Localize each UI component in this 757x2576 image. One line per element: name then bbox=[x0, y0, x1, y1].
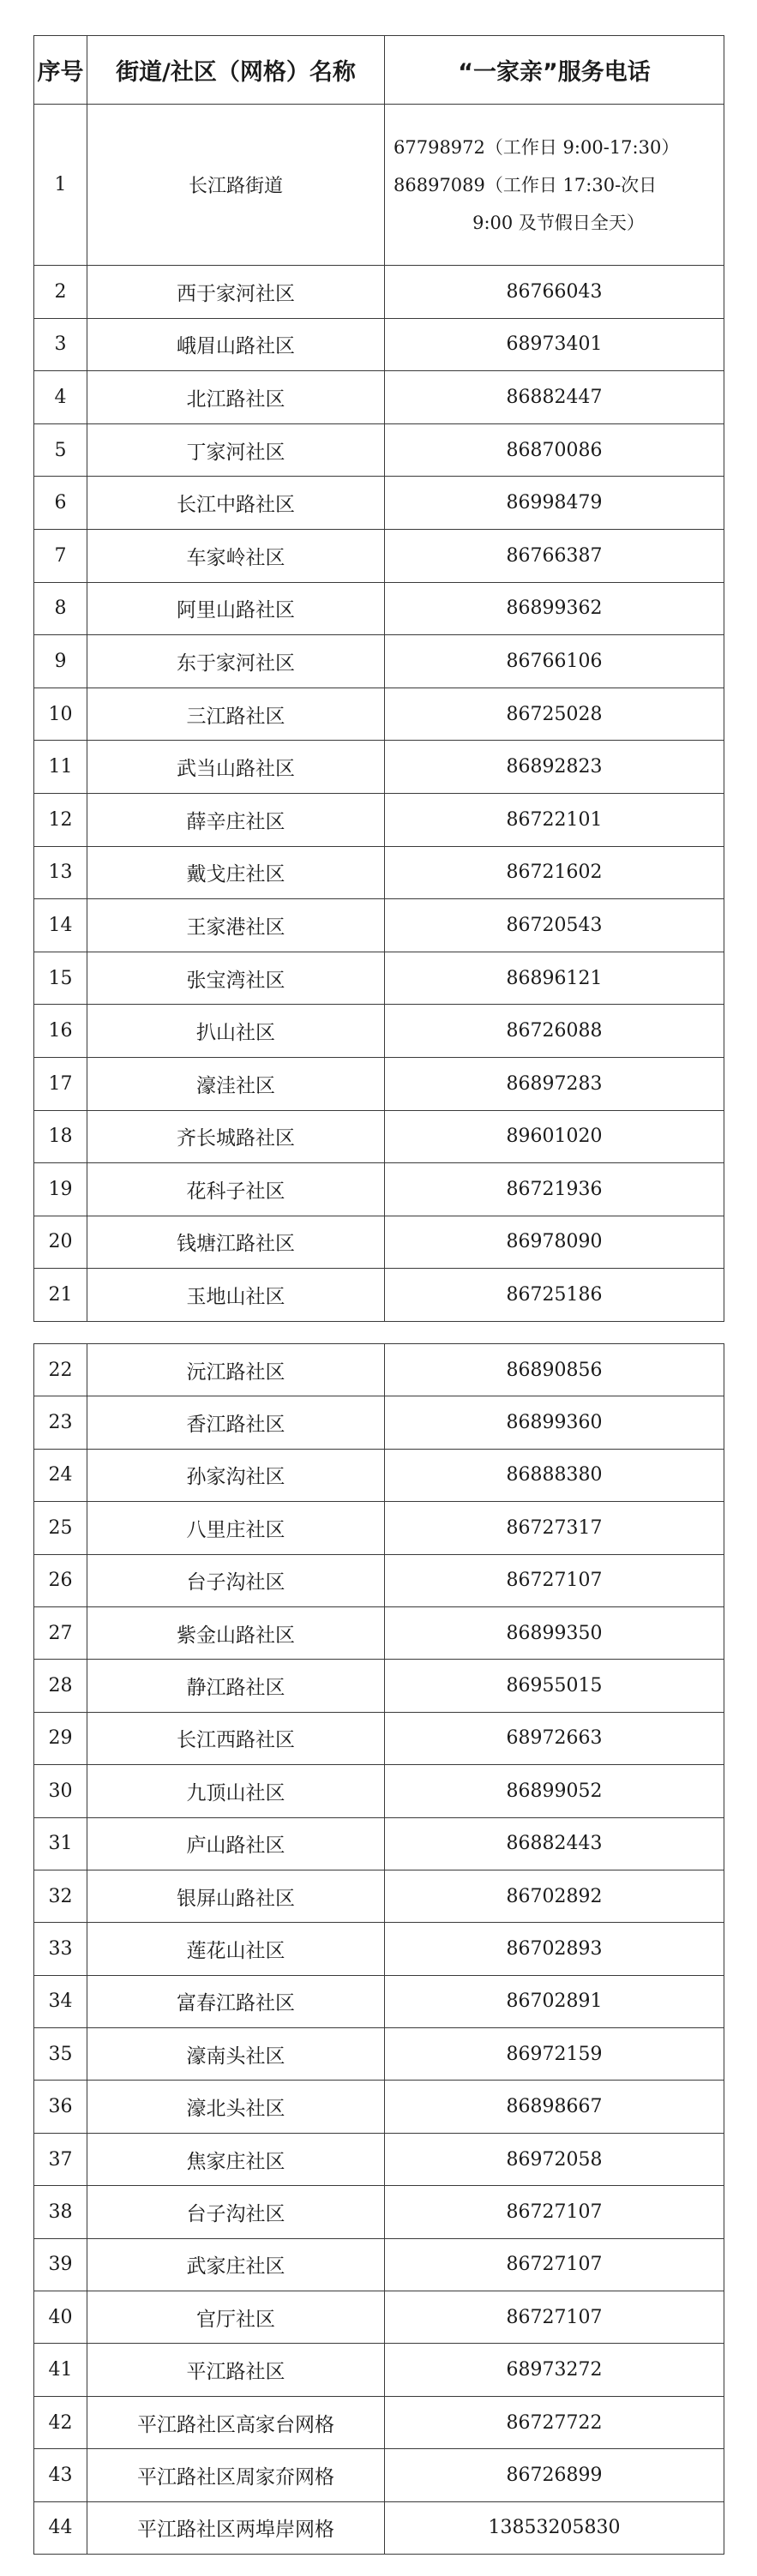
row-no: 36 bbox=[34, 2081, 87, 2133]
row-no: 14 bbox=[34, 899, 87, 952]
row-phone: 86972058 bbox=[385, 2133, 724, 2185]
table-row bbox=[34, 1344, 724, 1396]
row-phone: 86899360 bbox=[385, 1396, 724, 1449]
row-phone: 68972663 bbox=[385, 1712, 724, 1764]
row-name: 平江路社区周家夼网格 bbox=[87, 2449, 385, 2501]
header-name: 街道/社区（网格）名称 bbox=[87, 36, 385, 105]
table-row bbox=[34, 1502, 724, 1554]
row-phone: 86725028 bbox=[385, 688, 724, 741]
table-row bbox=[34, 1110, 724, 1163]
row-phone: 86766106 bbox=[385, 635, 724, 688]
row-name: 花科子社区 bbox=[87, 1163, 385, 1216]
table-row bbox=[34, 529, 724, 582]
row-no: 5 bbox=[34, 423, 87, 477]
row-no: 2 bbox=[34, 266, 87, 319]
row-name: 濠北头社区 bbox=[87, 2081, 385, 2133]
header-no: 序号 bbox=[34, 36, 87, 105]
row-no: 35 bbox=[34, 2028, 87, 2081]
row-name: 扒山社区 bbox=[87, 1005, 385, 1058]
header-phone: “一家亲”服务电话 bbox=[385, 36, 724, 105]
phone-table-part2 bbox=[33, 1343, 724, 2555]
row-name: 九顶山社区 bbox=[87, 1765, 385, 1817]
row-phone: 86727317 bbox=[385, 1502, 724, 1554]
table-row bbox=[34, 793, 724, 846]
row-phone: 68973272 bbox=[385, 2344, 724, 2396]
street-name: 长江路街道 bbox=[87, 105, 385, 266]
table-row bbox=[34, 2396, 724, 2448]
row-no: 18 bbox=[34, 1110, 87, 1163]
row-no: 7 bbox=[34, 529, 87, 582]
row-no: 34 bbox=[34, 1975, 87, 2027]
row-no: 17 bbox=[34, 1057, 87, 1110]
row-no: 13 bbox=[34, 846, 87, 899]
table-row bbox=[34, 1660, 724, 1712]
row-no: 38 bbox=[34, 2186, 87, 2238]
table-row bbox=[34, 1163, 724, 1216]
row-name: 玉地山社区 bbox=[87, 1269, 385, 1322]
table-row bbox=[34, 1057, 724, 1110]
table-row bbox=[34, 2501, 724, 2554]
row-name: 张宝湾社区 bbox=[87, 952, 385, 1005]
row-phone: 86727722 bbox=[385, 2396, 724, 2448]
row-name: 三江路社区 bbox=[87, 688, 385, 741]
row-no: 15 bbox=[34, 952, 87, 1005]
table-row bbox=[34, 318, 724, 371]
row-no: 28 bbox=[34, 1660, 87, 1712]
row-no: 11 bbox=[34, 741, 87, 794]
row-name: 长江西路社区 bbox=[87, 1712, 385, 1764]
row-phone: 86898667 bbox=[385, 2081, 724, 2133]
row-name: 平江路社区两埠岸网格 bbox=[87, 2501, 385, 2554]
row-no: 21 bbox=[34, 1269, 87, 1322]
row-no: 39 bbox=[34, 2238, 87, 2291]
row-name: 平江路社区高家台网格 bbox=[87, 2396, 385, 2448]
row-no: 29 bbox=[34, 1712, 87, 1764]
row-phone: 86726899 bbox=[385, 2449, 724, 2501]
row-name: 庐山路社区 bbox=[87, 1817, 385, 1870]
table-row bbox=[34, 2344, 724, 2396]
row-phone: 86998479 bbox=[385, 477, 724, 530]
table-row bbox=[34, 371, 724, 424]
row-no: 4 bbox=[34, 371, 87, 424]
row-name: 银屏山路社区 bbox=[87, 1870, 385, 1922]
row-name: 武当山路社区 bbox=[87, 741, 385, 794]
row-no: 12 bbox=[34, 793, 87, 846]
row-phone: 86727107 bbox=[385, 1554, 724, 1606]
table-row bbox=[34, 1606, 724, 1659]
row-name: 峨眉山路社区 bbox=[87, 318, 385, 371]
row-phone: 86955015 bbox=[385, 1660, 724, 1712]
row-phone: 86721602 bbox=[385, 846, 724, 899]
row-no: 30 bbox=[34, 1765, 87, 1817]
table-row bbox=[34, 846, 724, 899]
row-phone: 86727107 bbox=[385, 2186, 724, 2238]
row-name: 西于家河社区 bbox=[87, 266, 385, 319]
row-no: 24 bbox=[34, 1449, 87, 1501]
table-row bbox=[34, 1923, 724, 1975]
table-row bbox=[34, 477, 724, 530]
row-name: 紫金山路社区 bbox=[87, 1606, 385, 1659]
row-phone: 86899350 bbox=[385, 1606, 724, 1659]
row-name: 台子沟社区 bbox=[87, 2186, 385, 2238]
table-row bbox=[34, 1005, 724, 1058]
row-name: 濠南头社区 bbox=[87, 2028, 385, 2081]
row-phone: 86899362 bbox=[385, 582, 724, 635]
row-phone: 86727107 bbox=[385, 2238, 724, 2291]
table-row bbox=[34, 1712, 724, 1764]
row-name: 濠洼社区 bbox=[87, 1057, 385, 1110]
row-name: 八里庄社区 bbox=[87, 1502, 385, 1554]
row-phone: 86702892 bbox=[385, 1870, 724, 1922]
row-no: 23 bbox=[34, 1396, 87, 1449]
row-phone: 86726088 bbox=[385, 1005, 724, 1058]
row-no: 19 bbox=[34, 1163, 87, 1216]
street-phone-line2: 86897089（工作日 17:30-次日 bbox=[394, 174, 658, 195]
row-phone: 86720543 bbox=[385, 899, 724, 952]
table-row bbox=[34, 423, 724, 477]
row-name: 富春江路社区 bbox=[87, 1975, 385, 2027]
table-row bbox=[34, 1269, 724, 1322]
row-no: 9 bbox=[34, 635, 87, 688]
row-name: 长江中路社区 bbox=[87, 477, 385, 530]
row-name: 沅江路社区 bbox=[87, 1344, 385, 1396]
row-phone: 86870086 bbox=[385, 423, 724, 477]
row-no: 43 bbox=[34, 2449, 87, 2501]
table-row bbox=[34, 266, 724, 319]
row-no: 1 bbox=[34, 105, 87, 266]
row-no: 26 bbox=[34, 1554, 87, 1606]
row-phone: 86766043 bbox=[385, 266, 724, 319]
row-no: 40 bbox=[34, 2291, 87, 2344]
row-phone: 86727107 bbox=[385, 2291, 724, 2344]
row-no: 10 bbox=[34, 688, 87, 741]
row-name: 齐长城路社区 bbox=[87, 1110, 385, 1163]
table-row bbox=[34, 635, 724, 688]
row-phone: 13853205830 bbox=[385, 2501, 724, 2554]
row-phone: 86722101 bbox=[385, 793, 724, 846]
row-name: 阿里山路社区 bbox=[87, 582, 385, 635]
table-row bbox=[34, 2449, 724, 2501]
row-phone: 86978090 bbox=[385, 1216, 724, 1269]
row-phone: 86897283 bbox=[385, 1057, 724, 1110]
row-no: 20 bbox=[34, 1216, 87, 1269]
row-no: 8 bbox=[34, 582, 87, 635]
row-name: 北江路社区 bbox=[87, 371, 385, 424]
row-name: 平江路社区 bbox=[87, 2344, 385, 2396]
row-name: 香江路社区 bbox=[87, 1396, 385, 1449]
row-name: 焦家庄社区 bbox=[87, 2133, 385, 2185]
table-row bbox=[34, 1396, 724, 1449]
table-header-row bbox=[34, 36, 724, 105]
row-no: 41 bbox=[34, 2344, 87, 2396]
row-no: 31 bbox=[34, 1817, 87, 1870]
row-phone: 86896121 bbox=[385, 952, 724, 1005]
row-name: 静江路社区 bbox=[87, 1660, 385, 1712]
table-row bbox=[34, 1765, 724, 1817]
phone-table-part1 bbox=[33, 35, 724, 1322]
row-phone: 86899052 bbox=[385, 1765, 724, 1817]
row-phone: 86725186 bbox=[385, 1269, 724, 1322]
table-row bbox=[34, 741, 724, 794]
table-row bbox=[34, 582, 724, 635]
row-phone: 89601020 bbox=[385, 1110, 724, 1163]
row-no: 27 bbox=[34, 1606, 87, 1659]
row-phone: 86702893 bbox=[385, 1923, 724, 1975]
table-row bbox=[34, 1449, 724, 1501]
row-name: 东于家河社区 bbox=[87, 635, 385, 688]
row-no: 16 bbox=[34, 1005, 87, 1058]
row-no: 22 bbox=[34, 1344, 87, 1396]
table-row bbox=[34, 1870, 724, 1922]
row-no: 37 bbox=[34, 2133, 87, 2185]
row-phone: 86721936 bbox=[385, 1163, 724, 1216]
table-row bbox=[34, 2186, 724, 2238]
table-row bbox=[34, 1975, 724, 2027]
table-row bbox=[34, 1216, 724, 1269]
table-row bbox=[34, 688, 724, 741]
table-row bbox=[34, 2028, 724, 2081]
row-no: 25 bbox=[34, 1502, 87, 1554]
row-phone: 86892823 bbox=[385, 741, 724, 794]
row-name: 王家港社区 bbox=[87, 899, 385, 952]
table-row bbox=[34, 899, 724, 952]
table-row bbox=[34, 952, 724, 1005]
row-name: 台子沟社区 bbox=[87, 1554, 385, 1606]
row-name: 官厅社区 bbox=[87, 2291, 385, 2344]
table-row bbox=[34, 1554, 724, 1606]
row-phone: 86766387 bbox=[385, 529, 724, 582]
row-name: 孙家沟社区 bbox=[87, 1449, 385, 1501]
table-row bbox=[34, 2291, 724, 2344]
row-no: 44 bbox=[34, 2501, 87, 2554]
row-phone: 86702891 bbox=[385, 1975, 724, 2027]
row-name: 莲花山社区 bbox=[87, 1923, 385, 1975]
table-row bbox=[34, 1817, 724, 1870]
street-phone-line3: 9:00 及节假日全天） bbox=[472, 212, 645, 233]
row-name: 薛辛庄社区 bbox=[87, 793, 385, 846]
row-phone: 86890856 bbox=[385, 1344, 724, 1396]
row-phone: 86882447 bbox=[385, 371, 724, 424]
row-name: 戴戈庄社区 bbox=[87, 846, 385, 899]
row-name: 车家岭社区 bbox=[87, 529, 385, 582]
row-no: 42 bbox=[34, 2396, 87, 2448]
row-no: 3 bbox=[34, 318, 87, 371]
street-phone-cell bbox=[385, 105, 724, 266]
row-phone: 86972159 bbox=[385, 2028, 724, 2081]
row-name: 武家庄社区 bbox=[87, 2238, 385, 2291]
table-row bbox=[34, 2081, 724, 2133]
row-name: 丁家河社区 bbox=[87, 423, 385, 477]
row-name: 钱塘江路社区 bbox=[87, 1216, 385, 1269]
table-row bbox=[34, 2133, 724, 2185]
row-no: 33 bbox=[34, 1923, 87, 1975]
row-phone: 86882443 bbox=[385, 1817, 724, 1870]
table-row bbox=[34, 2238, 724, 2291]
row-phone: 86888380 bbox=[385, 1449, 724, 1501]
row-phone: 68973401 bbox=[385, 318, 724, 371]
row-no: 32 bbox=[34, 1870, 87, 1922]
row-no: 6 bbox=[34, 477, 87, 530]
street-phone-line1: 67798972（工作日 9:00-17:30） bbox=[394, 136, 680, 158]
table-row-street bbox=[34, 105, 724, 266]
